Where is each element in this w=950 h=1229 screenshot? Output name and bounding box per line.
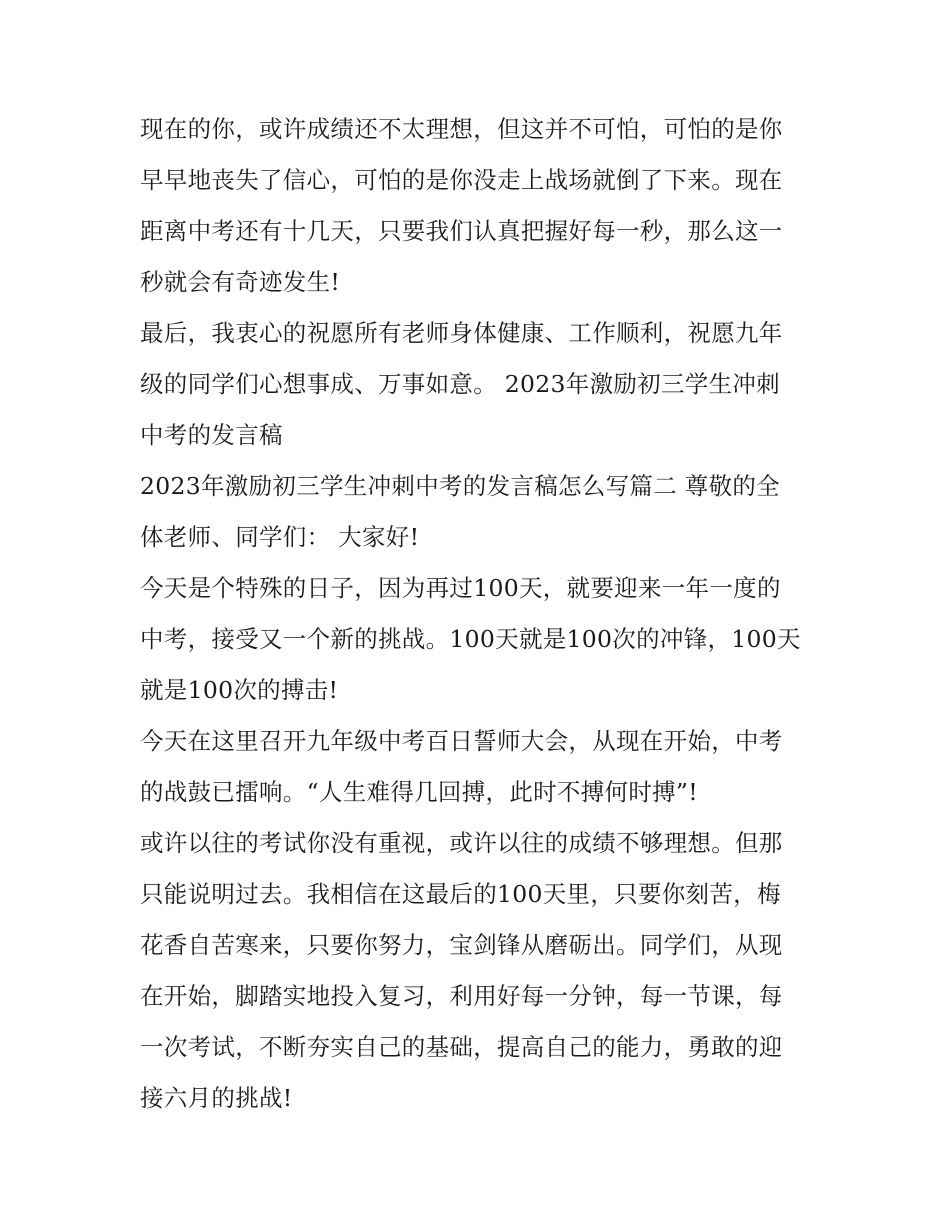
paragraph-4: [140, 563, 812, 716]
text-line: 秒就会有奇迹发生!: [140, 268, 341, 296]
text-line: 级的同学们心想事成、万事如意。 2023年激励初三学生冲刺: [140, 370, 780, 398]
text-line: 最后，我衷心的祝愿所有老师身体健康、工作顺利，祝愿九年: [140, 319, 783, 347]
text-line: 接六月的挑战!: [140, 1084, 293, 1112]
document-body: [140, 104, 812, 1124]
text-line: 2023年激励初三学生冲刺中考的发言稿怎么写篇二 尊敬的全: [140, 472, 780, 500]
text-line: 中考，接受又一个新的挑战。100天就是100次的冲锋，100天: [140, 625, 801, 653]
text-line: 中考的发言稿: [140, 421, 283, 449]
text-line: 今天是个特殊的日子，因为再过100天，就要迎来一年一度的: [140, 574, 781, 602]
text-line: 今天在这里召开九年级中考百日誓师大会，从现在开始，中考: [140, 727, 783, 755]
paragraph-5: [140, 716, 812, 818]
paragraph-6: [140, 818, 812, 1124]
text-line: 距离中考还有十几天，只要我们认真把握好每一秒，那么这一: [140, 217, 783, 245]
text-line: 就是100次的搏击!: [140, 676, 339, 704]
text-line: 一次考试，不断夯实自己的基础，提高自己的能力，勇敢的迎: [140, 1033, 783, 1061]
text-line: 现在的你，或许成绩还不太理想，但这并不可怕，可怕的是你: [140, 115, 783, 143]
paragraph-3: [140, 461, 812, 563]
text-line: 花香自苦寒来，只要你努力，宝剑锋从磨砺出。同学们，从现: [140, 931, 783, 959]
text-line: 的战鼓已擂响。“人生难得几回搏，此时不搏何时搏”!: [140, 778, 698, 806]
text-line: 或许以往的考试你没有重视，或许以往的成绩不够理想。但那: [140, 829, 783, 857]
text-line: 早早地丧失了信心，可怕的是你没走上战场就倒了下来。现在: [140, 166, 783, 194]
paragraph-1: [140, 104, 812, 308]
text-line: 只能说明过去。我相信在这最后的100天里，只要你刻苦，梅: [140, 880, 781, 908]
paragraph-2: [140, 308, 812, 461]
text-line: 体老师、同学们： 大家好!: [140, 523, 420, 551]
text-line: 在开始，脚踏实地投入复习，利用好每一分钟，每一节课，每: [140, 982, 783, 1010]
